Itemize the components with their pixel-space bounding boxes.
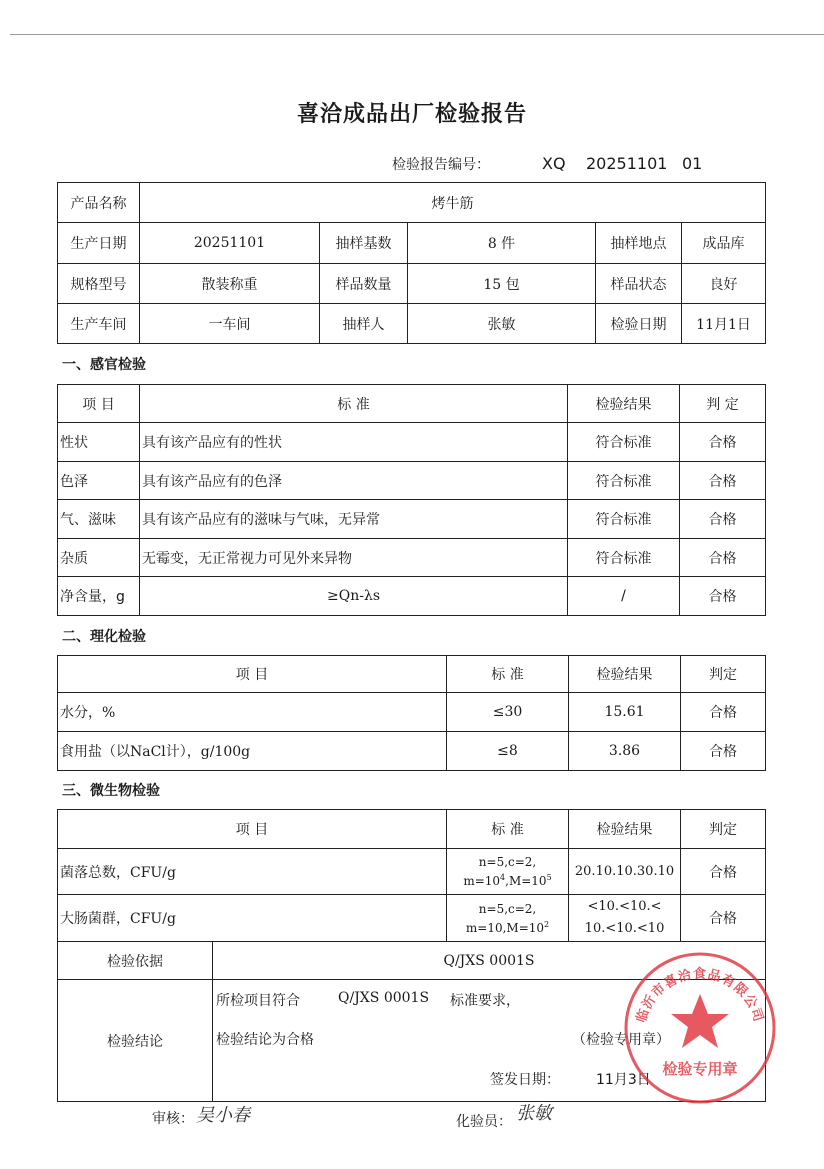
physchem-standard: ≤30 <box>447 693 569 732</box>
sample-state-label: 样品状态 <box>596 264 682 304</box>
micro-standard <box>447 895 569 942</box>
sensory-standard: 具有该产品应有的色泽 <box>140 462 568 500</box>
sensory-header-item: 项 目 <box>58 385 140 423</box>
table-row <box>58 577 766 616</box>
table-row <box>58 423 766 462</box>
inspect-date-label: 检验日期 <box>596 304 682 344</box>
micro-result-line1: <10.<10.< <box>587 899 662 914</box>
micro-header-standard: 标 准 <box>447 810 569 849</box>
basis-label: 检验依据 <box>58 942 213 980</box>
scan-edge-line <box>10 34 824 35</box>
prod-date-value: 20251101 <box>140 223 320 264</box>
sensory-item: 气、滋味 <box>58 500 140 539</box>
sensory-item: 净含量，g <box>58 577 140 616</box>
sample-base-value: 8 件 <box>408 223 596 264</box>
conclusion-line1-c: 标准要求， <box>450 993 520 1009</box>
sensory-header-judge: 判 定 <box>680 385 766 423</box>
sensory-result: 符合标准 <box>568 423 680 462</box>
sample-qty-label: 样品数量 <box>320 264 408 304</box>
physchem-judge: 合格 <box>681 732 766 771</box>
physchem-header-result: 检验结果 <box>569 656 681 693</box>
seal-ring-text: 临沂市喜洽食品有限公司 <box>634 967 766 1025</box>
table-row <box>58 462 766 500</box>
seal-note: （检验专用章） <box>572 1032 670 1048</box>
micro-header-judge: 判定 <box>681 810 766 849</box>
workshop-label: 生产车间 <box>58 304 140 344</box>
inspect-date-value: 11月1日 <box>682 304 766 344</box>
micro-standard-line1: n=5,c=2, <box>478 855 537 869</box>
report-number <box>392 154 703 174</box>
physchem-item: 食用盐（以NaCl计），g/100g <box>58 732 447 771</box>
issue-date-value: 11月3日 <box>596 1072 651 1088</box>
table-row <box>58 693 766 732</box>
physchem-judge: 合格 <box>681 693 766 732</box>
micro-judge: 合格 <box>681 895 766 942</box>
sensory-standard: 具有该产品应有的滋味与气味，无异常 <box>140 500 568 539</box>
sensory-judge: 合格 <box>680 539 766 577</box>
micro-header-result: 检验结果 <box>569 810 681 849</box>
prod-date-label: 生产日期 <box>58 223 140 264</box>
sample-base-label: 抽样基数 <box>320 223 408 264</box>
micro-standard-line1: n=5,c=2, <box>478 901 537 916</box>
report-number-seq: 01 <box>682 154 703 173</box>
physchem-item: 水分，% <box>58 693 447 732</box>
inspector-label: 化验员： <box>456 1114 512 1130</box>
physchem-heading: 二、理化检验 <box>62 629 146 645</box>
conclusion-line1-b: Q/JXS 0001S <box>338 990 430 1006</box>
sensory-judge: 合格 <box>680 462 766 500</box>
sampler-value: 张敏 <box>408 304 596 344</box>
sample-place-value: 成品库 <box>682 223 766 264</box>
product-name-value: 烤牛筋 <box>140 183 766 223</box>
sensory-judge: 合格 <box>680 577 766 616</box>
sensory-standard: ≥Qn-λs <box>140 577 568 616</box>
table-row <box>58 849 766 895</box>
seal-star-icon <box>671 994 729 1048</box>
sensory-standard: 无霉变，无正常视力可见外来异物 <box>140 539 568 577</box>
physchem-standard: ≤8 <box>447 732 569 771</box>
company-seal-stamp <box>622 950 778 1106</box>
report-number-date: 20251101 <box>586 154 668 173</box>
physchem-table <box>57 655 766 771</box>
issue-date-label: 签发日期： <box>490 1072 560 1088</box>
sensory-result: / <box>568 577 680 616</box>
sample-state-value: 良好 <box>682 264 766 304</box>
conclusion-line2: 检验结论为合格 <box>216 1032 314 1048</box>
table-row <box>58 500 766 539</box>
inspector-signature: 张敏 <box>516 1103 552 1124</box>
sample-qty-value: 15 包 <box>408 264 596 304</box>
sensory-judge: 合格 <box>680 500 766 539</box>
conclusion-line1-a: 所检项目符合 <box>216 993 300 1009</box>
table-row <box>58 539 766 577</box>
table-row <box>58 895 766 942</box>
sensory-item: 杂质 <box>58 539 140 577</box>
product-name-label: 产品名称 <box>58 183 140 223</box>
micro-result: 20.10.10.30.10 <box>569 849 681 895</box>
report-title: 喜洽成品出厂检验报告 <box>296 102 527 127</box>
workshop-value: 一车间 <box>140 304 320 344</box>
sensory-item: 性状 <box>58 423 140 462</box>
sensory-judge: 合格 <box>680 423 766 462</box>
product-info-table <box>57 182 766 344</box>
sensory-result: 符合标准 <box>568 500 680 539</box>
micro-heading: 三、微生物检验 <box>62 783 160 799</box>
physchem-header-judge: 判定 <box>681 656 766 693</box>
report-number-label: 检验报告编号： <box>392 157 490 173</box>
report-number-prefix: XQ <box>542 154 566 173</box>
micro-item: 大肠菌群，CFU/g <box>58 895 447 942</box>
micro-standard-line2: $m=10,M=10^2$ <box>465 919 550 935</box>
table-row <box>58 732 766 771</box>
micro-item: 菌落总数，CFU/g <box>58 849 447 895</box>
sensory-item: 色泽 <box>58 462 140 500</box>
basis-value: Q/JXS 0001S <box>213 942 766 980</box>
physchem-header-standard: 标 准 <box>447 656 569 693</box>
sensory-table <box>57 384 766 616</box>
sensory-result: 符合标准 <box>568 539 680 577</box>
micro-result <box>569 895 681 942</box>
micro-header-item: 项 目 <box>58 810 447 849</box>
micro-standard-line2: $m=10^4,M=10^5$ <box>463 873 552 888</box>
review-label: 审核： <box>152 1111 194 1127</box>
sensory-header-standard: 标 准 <box>140 385 568 423</box>
spec-value: 散装称重 <box>140 264 320 304</box>
conclusion-label: 检验结论 <box>58 980 213 1102</box>
sensory-heading: 一、感官检验 <box>62 357 146 373</box>
sensory-result: 符合标准 <box>568 462 680 500</box>
sample-place-label: 抽样地点 <box>596 223 682 264</box>
micro-judge: 合格 <box>681 849 766 895</box>
seal-center-text: 检验专用章 <box>662 1060 738 1078</box>
micro-result-line2: 10.<10.<10 <box>584 921 665 936</box>
review-signature: 吴小春 <box>196 1105 250 1126</box>
sampler-label: 抽样人 <box>320 304 408 344</box>
spec-label: 规格型号 <box>58 264 140 304</box>
physchem-result: 15.61 <box>569 693 681 732</box>
sensory-standard: 具有该产品应有的性状 <box>140 423 568 462</box>
physchem-header-item: 项 目 <box>58 656 447 693</box>
physchem-result: 3.86 <box>569 732 681 771</box>
micro-standard <box>447 849 569 895</box>
sensory-header-result: 检验结果 <box>568 385 680 423</box>
